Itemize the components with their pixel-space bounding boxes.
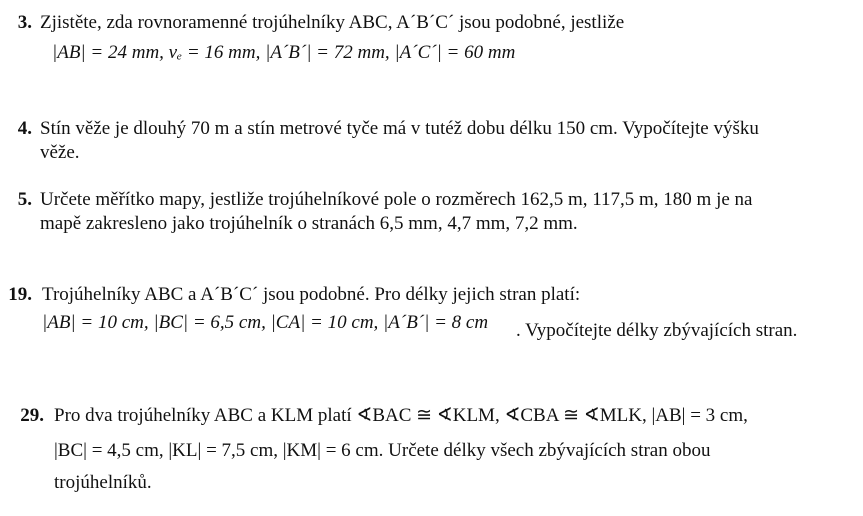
problem-text-line: Stín věže je dlouhý 70 m a stín metrové tyče má v tutéž dobu délku 150 cm. Vypočítejte výšku: [40, 118, 759, 139]
problem-formula-line: |AB| = 10 cm, |BC| = 6,5 cm, |CA| = 10 cm, |A´B´| = 8 cm: [42, 312, 489, 333]
problem-text-line: . Vypočítejte délky zbývajících stran.: [516, 320, 798, 341]
problem-text-line: věže.: [40, 142, 80, 163]
problem-text-line: |BC| = 4,5 cm, |KL| = 7,5 cm, |KM| = 6 cm. Určete délky všech zbývajících stran obou: [54, 440, 711, 461]
problem-number: 3.: [17, 12, 32, 33]
problem-text-line: Zjistěte, zda rovnoramenné trojúhelníky ABC, A´B´C´ jsou podobné, jestliže: [40, 12, 625, 33]
problem-formula-line: |AB| = 24 mm, vₑ = 16 mm, |A´B´| = 72 mm, |A´C´| = 60 mm: [52, 42, 516, 63]
problem-number: 5.: [17, 189, 32, 210]
problem-text-line: trojúhelníků.: [54, 472, 152, 493]
problem-text-line: mapě zakresleno jako trojúhelník o stranách 6,5 mm, 4,7 mm, 7,2 mm.: [40, 213, 578, 234]
problem-number: 29.: [20, 405, 44, 426]
problem-number: 19.: [8, 284, 32, 305]
problem-text-line: Trojúhelníky ABC a A´B´C´ jsou podobné. Pro délky jejich stran platí:: [42, 284, 581, 305]
problem-text-line: Určete měřítko mapy, jestliže trojúhelníkové pole o rozměrech 162,5 m, 117,5 m, 180 m je na: [40, 189, 753, 210]
problem-number: 4.: [17, 118, 32, 139]
problem-text-line: Pro dva trojúhelníky ABC a KLM platí ∢BAC ≅ ∢KLM, ∢CBA ≅ ∢MLK, |AB| = 3 cm,: [54, 405, 748, 426]
